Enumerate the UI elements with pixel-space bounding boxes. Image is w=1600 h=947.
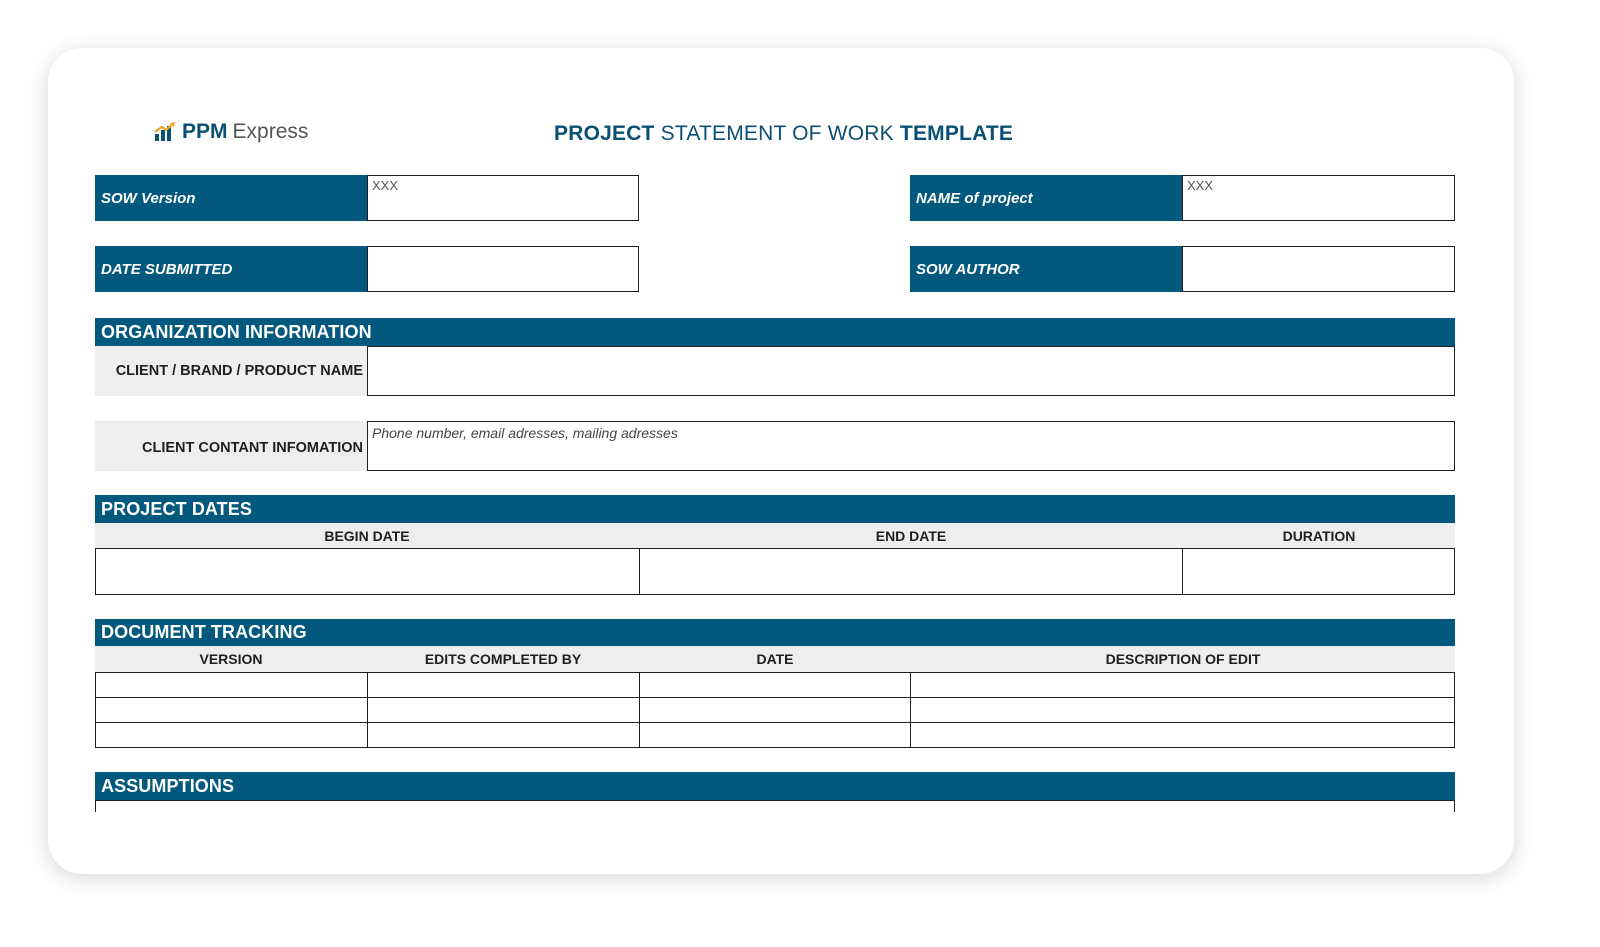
date-cell[interactable] xyxy=(639,673,911,698)
date-cell[interactable] xyxy=(639,698,911,723)
end-date-header: END DATE xyxy=(875,527,947,544)
edits-completed-by-header: EDITS COMPLETED BY xyxy=(424,651,582,667)
organization-section-header: ORGANIZATION INFORMATION xyxy=(95,318,1455,346)
date-cell[interactable] xyxy=(639,723,911,748)
document-title xyxy=(554,122,1013,146)
table-row xyxy=(96,723,1455,748)
client-contact-label: CLIENT CONTANT INFOMATION xyxy=(95,421,367,471)
document-tracking-table xyxy=(95,672,1455,748)
sow-version-value: XXX xyxy=(372,178,399,193)
project-name-value: XXX xyxy=(1187,178,1214,193)
sow-version-label: SOW Version xyxy=(95,175,367,221)
table-row xyxy=(96,549,1455,595)
client-name-field[interactable] xyxy=(367,346,1455,396)
description-of-edit-cell[interactable] xyxy=(911,723,1455,748)
sow-version-field[interactable] xyxy=(367,175,639,221)
brand-name-rest: Express xyxy=(232,120,309,143)
title-part-template: TEMPLATE xyxy=(899,122,1014,145)
client-contact-field[interactable] xyxy=(367,421,1455,471)
document-tracking-column-header-row xyxy=(95,646,1455,672)
version-header: VERSION xyxy=(199,651,263,667)
title-part-project: PROJECT xyxy=(554,122,655,145)
description-of-edit-header: DESCRIPTION OF EDIT xyxy=(1105,651,1261,667)
sow-author-field[interactable] xyxy=(1182,246,1455,292)
client-contact-placeholder: Phone number, email adresses, mailing adresses xyxy=(372,425,678,441)
table-row xyxy=(96,673,1455,698)
document-tracking-section-header: DOCUMENT TRACKING xyxy=(95,619,1455,646)
project-dates-table xyxy=(95,548,1455,595)
project-dates-column-header-row xyxy=(95,523,1455,548)
edits-completed-by-cell[interactable] xyxy=(367,673,639,698)
version-cell[interactable] xyxy=(96,698,368,723)
assumptions-section-header: ASSUMPTIONS xyxy=(95,772,1455,800)
project-dates-section-header: PROJECT DATES xyxy=(95,495,1455,523)
end-date-cell[interactable] xyxy=(639,549,1183,595)
date-header: DATE xyxy=(756,651,794,667)
description-of-edit-cell[interactable] xyxy=(911,698,1455,723)
document-page xyxy=(48,48,1514,874)
sow-author-label: SOW AUTHOR xyxy=(910,246,1182,292)
project-name-label: NAME of project xyxy=(910,175,1182,221)
duration-header: DURATION xyxy=(1282,527,1356,544)
begin-date-cell[interactable] xyxy=(96,549,640,595)
date-submitted-label: DATE SUBMITTED xyxy=(95,246,367,292)
bar-chart-logo-icon xyxy=(154,122,176,142)
assumptions-field[interactable] xyxy=(95,800,1455,812)
brand-name-bold: PPM xyxy=(182,120,228,143)
begin-date-header: BEGIN DATE xyxy=(324,527,410,544)
version-cell[interactable] xyxy=(96,673,368,698)
project-name-field[interactable] xyxy=(1182,175,1455,221)
description-of-edit-cell[interactable] xyxy=(911,673,1455,698)
duration-cell[interactable] xyxy=(1183,549,1455,595)
edits-completed-by-cell[interactable] xyxy=(367,723,639,748)
table-row xyxy=(96,698,1455,723)
brand-logo xyxy=(154,120,308,144)
version-cell[interactable] xyxy=(96,723,368,748)
title-part-sow: STATEMENT OF WORK xyxy=(660,122,894,145)
edits-completed-by-cell[interactable] xyxy=(367,698,639,723)
date-submitted-field[interactable] xyxy=(367,246,639,292)
client-name-label: CLIENT / BRAND / PRODUCT NAME xyxy=(95,346,367,396)
